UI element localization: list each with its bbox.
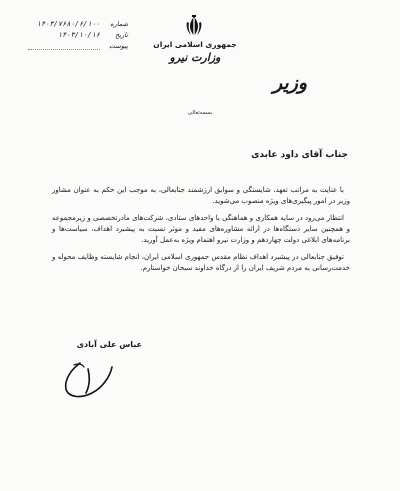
signer-name: عباس علی آبادی (76, 340, 142, 349)
iran-emblem-icon (183, 14, 205, 38)
salutation: جناب آقای داود عابدی (251, 150, 348, 160)
number-value: ۱۴۰۳/۷۶۸۰/۶/۱۰۰ (36, 19, 100, 28)
handwritten-signature (50, 355, 140, 403)
body-paragraph-2: انتظار می‌رود در سایه همکاری و هماهنگی با واحدهای ستادی، شرکت‌های مادرتخصصی و زیرمجموعه و همچنین سایر دستگاه‌ها در ارائه مشاوره‌های مفید و موثر نسبت به پیشبرد اهداف، سیاست‌ها و برنامه‌های ابلاغی دولت چهاردهم و وزارت نیرو اهتمام ویژه به‌عمل آورید. (52, 214, 350, 244)
date-value: ۱۴۰۳/۱۰/۱۶ (57, 30, 100, 39)
attachment-label: پیوست (109, 41, 128, 50)
letter-title: وزیر (272, 72, 308, 94)
number-label: شماره (110, 19, 128, 28)
date-label: تاریخ (115, 30, 128, 39)
body-paragraph-1: با عنایت به مراتب تعهد، شایستگی و سوابق ارزشمند جنابعالی، به موجب این حکم به عنوان مشاور وزیر در امور پیگیری‌های ویژه منصوب می‌شوید. (52, 186, 350, 205)
letter-meta (28, 18, 128, 51)
republic-name: جمهوری اسلامی ایران (153, 40, 237, 49)
letter-body (52, 185, 350, 280)
ministry-name: وزارت نیرو (169, 51, 221, 64)
body-paragraph-3: توفیق جنابعالی در پیشبرد اهداف نظام مقدس جمهوری اسلامی ایران، انجام شایسته وظایف محوله و خدمت‌رسانی به مردم شریف ایران را از درگاه خداوند سبحان خواستارم. (52, 253, 350, 272)
attachment-line (28, 42, 100, 50)
bismillah: بسمه‌تعالی (187, 110, 213, 116)
